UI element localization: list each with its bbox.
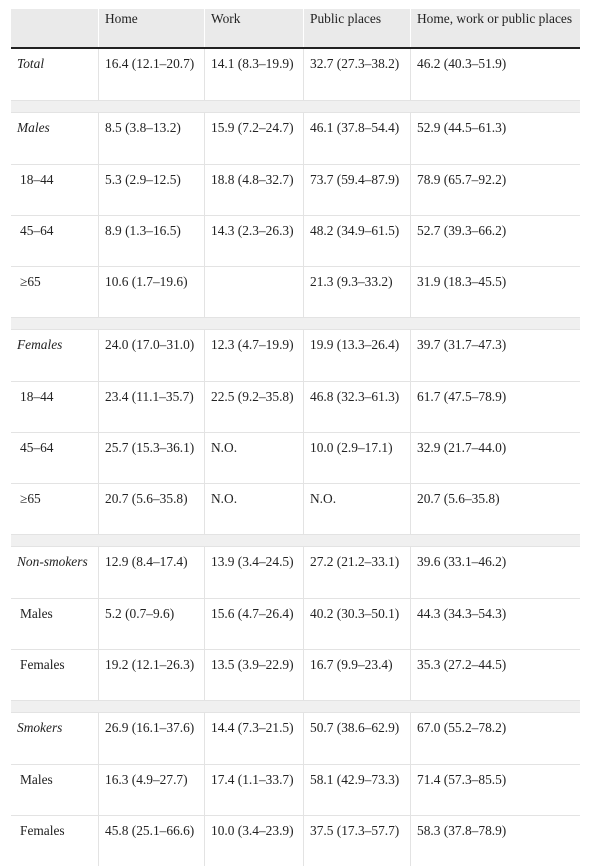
cell-home: 26.9 (16.1–37.6) — [98, 713, 204, 764]
table-row-females — [11, 330, 580, 381]
table-row-non-smokers — [11, 547, 580, 598]
row-label: Males — [20, 606, 53, 621]
cell-any-place: 58.3 (37.8–78.9) — [410, 816, 580, 866]
cell-any-place: 32.9 (21.7–44.0) — [410, 433, 580, 483]
cell-work: 18.8 (4.8–32.7) — [204, 165, 303, 215]
row-label: Total — [17, 56, 45, 71]
cell-any-place: 31.9 (18.3–45.5) — [410, 267, 580, 317]
cell-home: 12.9 (8.4–17.4) — [98, 547, 204, 598]
cell-home: 19.2 (12.1–26.3) — [98, 650, 204, 700]
cell-work: 14.1 (8.3–19.9) — [204, 49, 303, 100]
group-separator — [11, 534, 580, 547]
cell-work: 14.4 (7.3–21.5) — [204, 713, 303, 764]
cell-public-places: 37.5 (17.3–57.7) — [303, 816, 410, 866]
table-row-females-65-plus — [11, 483, 580, 534]
cell-public-places: 16.7 (9.9–23.4) — [303, 650, 410, 700]
table-header-row — [11, 9, 580, 49]
cell-public-places: 19.9 (13.3–26.4) — [303, 330, 410, 381]
header-cell-home: Home — [98, 9, 204, 47]
table-row-smokers — [11, 713, 580, 764]
cell-home: 5.2 (0.7–9.6) — [98, 599, 204, 649]
cell-any-place: 52.9 (44.5–61.3) — [410, 113, 580, 164]
cell-home: 8.5 (3.8–13.2) — [98, 113, 204, 164]
row-label: Non-smokers — [17, 554, 88, 569]
header-cell-any-place: Home, work or public places — [410, 9, 580, 47]
table-row-males-65-plus — [11, 266, 580, 317]
cell-any-place: 20.7 (5.6–35.8) — [410, 484, 580, 534]
cell-work: 13.9 (3.4–24.5) — [204, 547, 303, 598]
cell-public-places: 40.2 (30.3–50.1) — [303, 599, 410, 649]
cell-work: 22.5 (9.2–35.8) — [204, 382, 303, 432]
cell-public-places: 32.7 (27.3–38.2) — [303, 49, 410, 100]
group-separator — [11, 100, 580, 113]
cell-home: 5.3 (2.9–12.5) — [98, 165, 204, 215]
cell-home: 20.7 (5.6–35.8) — [98, 484, 204, 534]
exposure-table — [11, 9, 580, 866]
row-label: 45–64 — [20, 223, 54, 238]
cell-public-places: 21.3 (9.3–33.2) — [303, 267, 410, 317]
cell-public-places: 27.2 (21.2–33.1) — [303, 547, 410, 598]
cell-any-place: 78.9 (65.7–92.2) — [410, 165, 580, 215]
cell-public-places: 50.7 (38.6–62.9) — [303, 713, 410, 764]
table-row-males-18-44 — [11, 164, 580, 215]
row-label: 45–64 — [20, 440, 54, 455]
row-label: 18–44 — [20, 389, 54, 404]
cell-any-place: 46.2 (40.3–51.9) — [410, 49, 580, 100]
cell-any-place: 67.0 (55.2–78.2) — [410, 713, 580, 764]
table-row-females-45-64 — [11, 432, 580, 483]
cell-work: 17.4 (1.1–33.7) — [204, 765, 303, 815]
table-row-females-18-44 — [11, 381, 580, 432]
table-row-males — [11, 113, 580, 164]
row-label: Males — [17, 120, 50, 135]
table-row-smokers-males — [11, 764, 580, 815]
cell-public-places: 58.1 (42.9–73.3) — [303, 765, 410, 815]
table-row-smokers-females — [11, 815, 580, 866]
cell-any-place: 44.3 (34.3–54.3) — [410, 599, 580, 649]
cell-home: 25.7 (15.3–36.1) — [98, 433, 204, 483]
cell-public-places: 48.2 (34.9–61.5) — [303, 216, 410, 266]
row-label: Males — [20, 772, 53, 787]
table-row-non-smokers-females — [11, 649, 580, 700]
cell-work — [204, 267, 303, 317]
cell-home: 8.9 (1.3–16.5) — [98, 216, 204, 266]
cell-work: 15.6 (4.7–26.4) — [204, 599, 303, 649]
cell-work: 12.3 (4.7–19.9) — [204, 330, 303, 381]
cell-public-places: N.O. — [303, 484, 410, 534]
cell-home: 16.4 (12.1–20.7) — [98, 49, 204, 100]
cell-work: 14.3 (2.3–26.3) — [204, 216, 303, 266]
row-label: Females — [20, 823, 65, 838]
cell-public-places: 46.1 (37.8–54.4) — [303, 113, 410, 164]
group-separator — [11, 317, 580, 330]
cell-any-place: 39.7 (31.7–47.3) — [410, 330, 580, 381]
cell-work: 10.0 (3.4–23.9) — [204, 816, 303, 866]
row-label: ≥65 — [20, 491, 41, 506]
cell-public-places: 73.7 (59.4–87.9) — [303, 165, 410, 215]
header-cell-work: Work — [204, 9, 303, 47]
group-separator — [11, 700, 580, 713]
cell-public-places: 46.8 (32.3–61.3) — [303, 382, 410, 432]
row-label: 18–44 — [20, 172, 54, 187]
cell-home: 24.0 (17.0–31.0) — [98, 330, 204, 381]
cell-home: 45.8 (25.1–66.6) — [98, 816, 204, 866]
cell-home: 23.4 (11.1–35.7) — [98, 382, 204, 432]
cell-home: 16.3 (4.9–27.7) — [98, 765, 204, 815]
cell-any-place: 52.7 (39.3–66.2) — [410, 216, 580, 266]
row-label: Females — [17, 337, 63, 352]
cell-any-place: 35.3 (27.2–44.5) — [410, 650, 580, 700]
row-label: Smokers — [17, 720, 63, 735]
header-cell-public-places: Public places — [303, 9, 410, 47]
table-row-non-smokers-males — [11, 598, 580, 649]
cell-any-place: 39.6 (33.1–46.2) — [410, 547, 580, 598]
row-label: ≥65 — [20, 274, 41, 289]
cell-work: 15.9 (7.2–24.7) — [204, 113, 303, 164]
cell-public-places: 10.0 (2.9–17.1) — [303, 433, 410, 483]
table-row-males-45-64 — [11, 215, 580, 266]
row-label: Females — [20, 657, 65, 672]
cell-home: 10.6 (1.7–19.6) — [98, 267, 204, 317]
cell-work: 13.5 (3.9–22.9) — [204, 650, 303, 700]
cell-work: N.O. — [204, 433, 303, 483]
header-cell-label — [11, 9, 98, 47]
cell-work: N.O. — [204, 484, 303, 534]
cell-any-place: 71.4 (57.3–85.5) — [410, 765, 580, 815]
table-row-total — [11, 49, 580, 100]
cell-any-place: 61.7 (47.5–78.9) — [410, 382, 580, 432]
